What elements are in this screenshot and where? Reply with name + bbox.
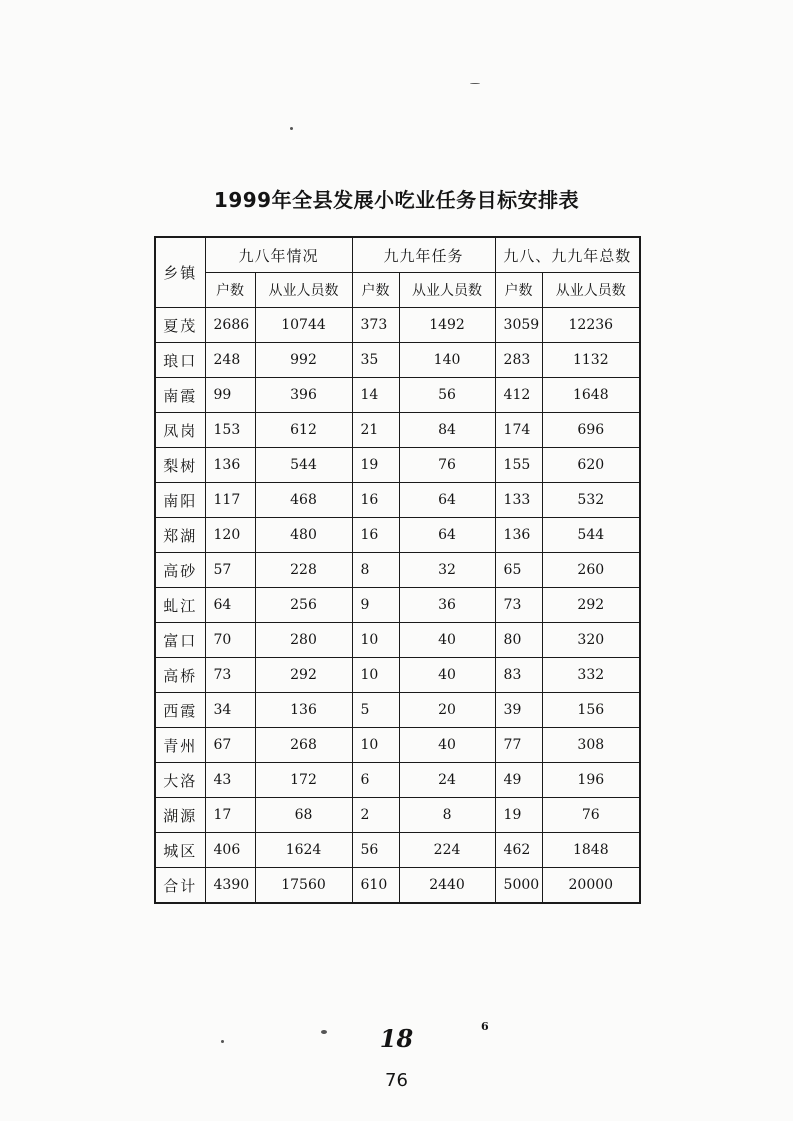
- households-cell: 283: [495, 343, 542, 378]
- households-cell: 248: [205, 343, 255, 378]
- town-name-cell: 郑湖: [155, 518, 205, 553]
- town-name-cell: 富口: [155, 623, 205, 658]
- workers-cell: 64: [399, 483, 495, 518]
- total-row: [155, 868, 640, 904]
- workers-cell: 17560: [255, 868, 352, 904]
- subheader-households: 户数: [205, 273, 255, 308]
- households-cell: 120: [205, 518, 255, 553]
- households-cell: 406: [205, 833, 255, 868]
- workers-cell: 76: [542, 798, 640, 833]
- workers-cell: 280: [255, 623, 352, 658]
- table-row: [155, 483, 640, 518]
- table-row: [155, 833, 640, 868]
- workers-cell: 1848: [542, 833, 640, 868]
- households-cell: 99: [205, 378, 255, 413]
- workers-cell: 56: [399, 378, 495, 413]
- town-name-cell: 城区: [155, 833, 205, 868]
- workers-cell: 1132: [542, 343, 640, 378]
- workers-cell: 256: [255, 588, 352, 623]
- table-row: [155, 308, 640, 343]
- workers-cell: 992: [255, 343, 352, 378]
- town-name-cell: 琅口: [155, 343, 205, 378]
- households-cell: 610: [352, 868, 399, 904]
- subheader-workers: 从业人员数: [399, 273, 495, 308]
- table-row: [155, 588, 640, 623]
- workers-cell: 20: [399, 693, 495, 728]
- households-cell: 34: [205, 693, 255, 728]
- workers-cell: 64: [399, 518, 495, 553]
- table-row: [155, 798, 640, 833]
- households-cell: 19: [352, 448, 399, 483]
- workers-cell: 228: [255, 553, 352, 588]
- workers-cell: 1624: [255, 833, 352, 868]
- workers-cell: 76: [399, 448, 495, 483]
- households-cell: 4390: [205, 868, 255, 904]
- table-row: [155, 728, 640, 763]
- group-header-1998: 九八年情况: [205, 237, 352, 273]
- households-cell: 5: [352, 693, 399, 728]
- table-row: [155, 623, 640, 658]
- subheader-workers: 从业人员数: [542, 273, 640, 308]
- households-cell: 3059: [495, 308, 542, 343]
- households-cell: 5000: [495, 868, 542, 904]
- town-name-cell: 大洛: [155, 763, 205, 798]
- table-row: [155, 693, 640, 728]
- workers-cell: 696: [542, 413, 640, 448]
- page-title: 1999年全县发展小吃业任务目标安排表: [213, 188, 580, 212]
- town-name-cell: 湖源: [155, 798, 205, 833]
- households-cell: 10: [352, 728, 399, 763]
- households-cell: 8: [352, 553, 399, 588]
- table-row: [155, 448, 640, 483]
- town-name-cell: 高砂: [155, 553, 205, 588]
- table-body: [155, 308, 640, 904]
- workers-cell: 12236: [542, 308, 640, 343]
- town-name-cell: 夏茂: [155, 308, 205, 343]
- workers-cell: 268: [255, 728, 352, 763]
- workers-cell: 224: [399, 833, 495, 868]
- households-cell: 10: [352, 623, 399, 658]
- town-name-cell: 高桥: [155, 658, 205, 693]
- table-row: [155, 518, 640, 553]
- town-name-cell: 南霞: [155, 378, 205, 413]
- workers-cell: 468: [255, 483, 352, 518]
- households-cell: 21: [352, 413, 399, 448]
- households-cell: 153: [205, 413, 255, 448]
- workers-cell: 156: [542, 693, 640, 728]
- workers-cell: 196: [542, 763, 640, 798]
- households-cell: 39: [495, 693, 542, 728]
- households-cell: 6: [352, 763, 399, 798]
- workers-cell: 36: [399, 588, 495, 623]
- households-cell: 49: [495, 763, 542, 798]
- households-cell: 10: [352, 658, 399, 693]
- workers-cell: 136: [255, 693, 352, 728]
- scan-speck: [221, 1040, 224, 1043]
- table-row: [155, 553, 640, 588]
- scan-speck: [290, 127, 293, 130]
- households-cell: 19: [495, 798, 542, 833]
- workers-cell: 308: [542, 728, 640, 763]
- households-cell: 136: [495, 518, 542, 553]
- households-cell: 57: [205, 553, 255, 588]
- workers-cell: 1492: [399, 308, 495, 343]
- subheader-households: 户数: [495, 273, 542, 308]
- households-cell: 67: [205, 728, 255, 763]
- workers-cell: 20000: [542, 868, 640, 904]
- town-name-cell: 南阳: [155, 483, 205, 518]
- workers-cell: 84: [399, 413, 495, 448]
- town-name-cell: 虬江: [155, 588, 205, 623]
- workers-cell: 480: [255, 518, 352, 553]
- workers-cell: 620: [542, 448, 640, 483]
- workers-cell: 32: [399, 553, 495, 588]
- workers-cell: 24: [399, 763, 495, 798]
- households-cell: 117: [205, 483, 255, 518]
- page-number: 76: [385, 1070, 408, 1091]
- workers-cell: 8: [399, 798, 495, 833]
- table-row: [155, 658, 640, 693]
- table-row: [155, 763, 640, 798]
- workers-cell: 332: [542, 658, 640, 693]
- town-name-cell: 青州: [155, 728, 205, 763]
- group-header-1999: 九九年任务: [352, 237, 495, 273]
- households-cell: 133: [495, 483, 542, 518]
- workers-cell: 172: [255, 763, 352, 798]
- households-cell: 35: [352, 343, 399, 378]
- households-cell: 155: [495, 448, 542, 483]
- workers-cell: 1648: [542, 378, 640, 413]
- households-cell: 16: [352, 518, 399, 553]
- workers-cell: 544: [255, 448, 352, 483]
- workers-cell: 10744: [255, 308, 352, 343]
- households-cell: 16: [352, 483, 399, 518]
- subheader-households: 户数: [352, 273, 399, 308]
- households-cell: 14: [352, 378, 399, 413]
- workers-cell: 292: [255, 658, 352, 693]
- households-cell: 56: [352, 833, 399, 868]
- households-cell: 65: [495, 553, 542, 588]
- households-cell: 73: [495, 588, 542, 623]
- group-header-total: 九八、九九年总数: [495, 237, 640, 273]
- workers-cell: 2440: [399, 868, 495, 904]
- subheader-workers: 从业人员数: [255, 273, 352, 308]
- table-row: [155, 343, 640, 378]
- households-cell: 70: [205, 623, 255, 658]
- town-name-cell: 合计: [155, 868, 205, 904]
- workers-cell: 260: [542, 553, 640, 588]
- households-cell: 80: [495, 623, 542, 658]
- households-cell: 9: [352, 588, 399, 623]
- workers-cell: 40: [399, 623, 495, 658]
- households-cell: 77: [495, 728, 542, 763]
- workers-cell: 532: [542, 483, 640, 518]
- scan-speck: [321, 1030, 327, 1034]
- households-cell: 17: [205, 798, 255, 833]
- households-cell: 64: [205, 588, 255, 623]
- households-cell: 2686: [205, 308, 255, 343]
- households-cell: 174: [495, 413, 542, 448]
- households-cell: 83: [495, 658, 542, 693]
- households-cell: 373: [352, 308, 399, 343]
- town-name-cell: 梨树: [155, 448, 205, 483]
- households-cell: 412: [495, 378, 542, 413]
- workers-cell: 292: [542, 588, 640, 623]
- households-cell: 2: [352, 798, 399, 833]
- households-cell: 136: [205, 448, 255, 483]
- task-plan-table: [154, 236, 641, 904]
- workers-cell: 140: [399, 343, 495, 378]
- table-row: [155, 378, 640, 413]
- workers-cell: 544: [542, 518, 640, 553]
- workers-cell: 612: [255, 413, 352, 448]
- workers-cell: 40: [399, 658, 495, 693]
- small-mark: 6: [481, 1020, 489, 1033]
- workers-cell: 320: [542, 623, 640, 658]
- corner-header: 乡镇: [155, 237, 205, 308]
- households-cell: 73: [205, 658, 255, 693]
- town-name-cell: 西霞: [155, 693, 205, 728]
- workers-cell: 396: [255, 378, 352, 413]
- workers-cell: 40: [399, 728, 495, 763]
- table-row: [155, 413, 640, 448]
- households-cell: 462: [495, 833, 542, 868]
- workers-cell: 68: [255, 798, 352, 833]
- town-name-cell: 凤岗: [155, 413, 205, 448]
- households-cell: 43: [205, 763, 255, 798]
- scan-speck: [470, 83, 480, 84]
- handwritten-number: 18: [379, 1024, 414, 1053]
